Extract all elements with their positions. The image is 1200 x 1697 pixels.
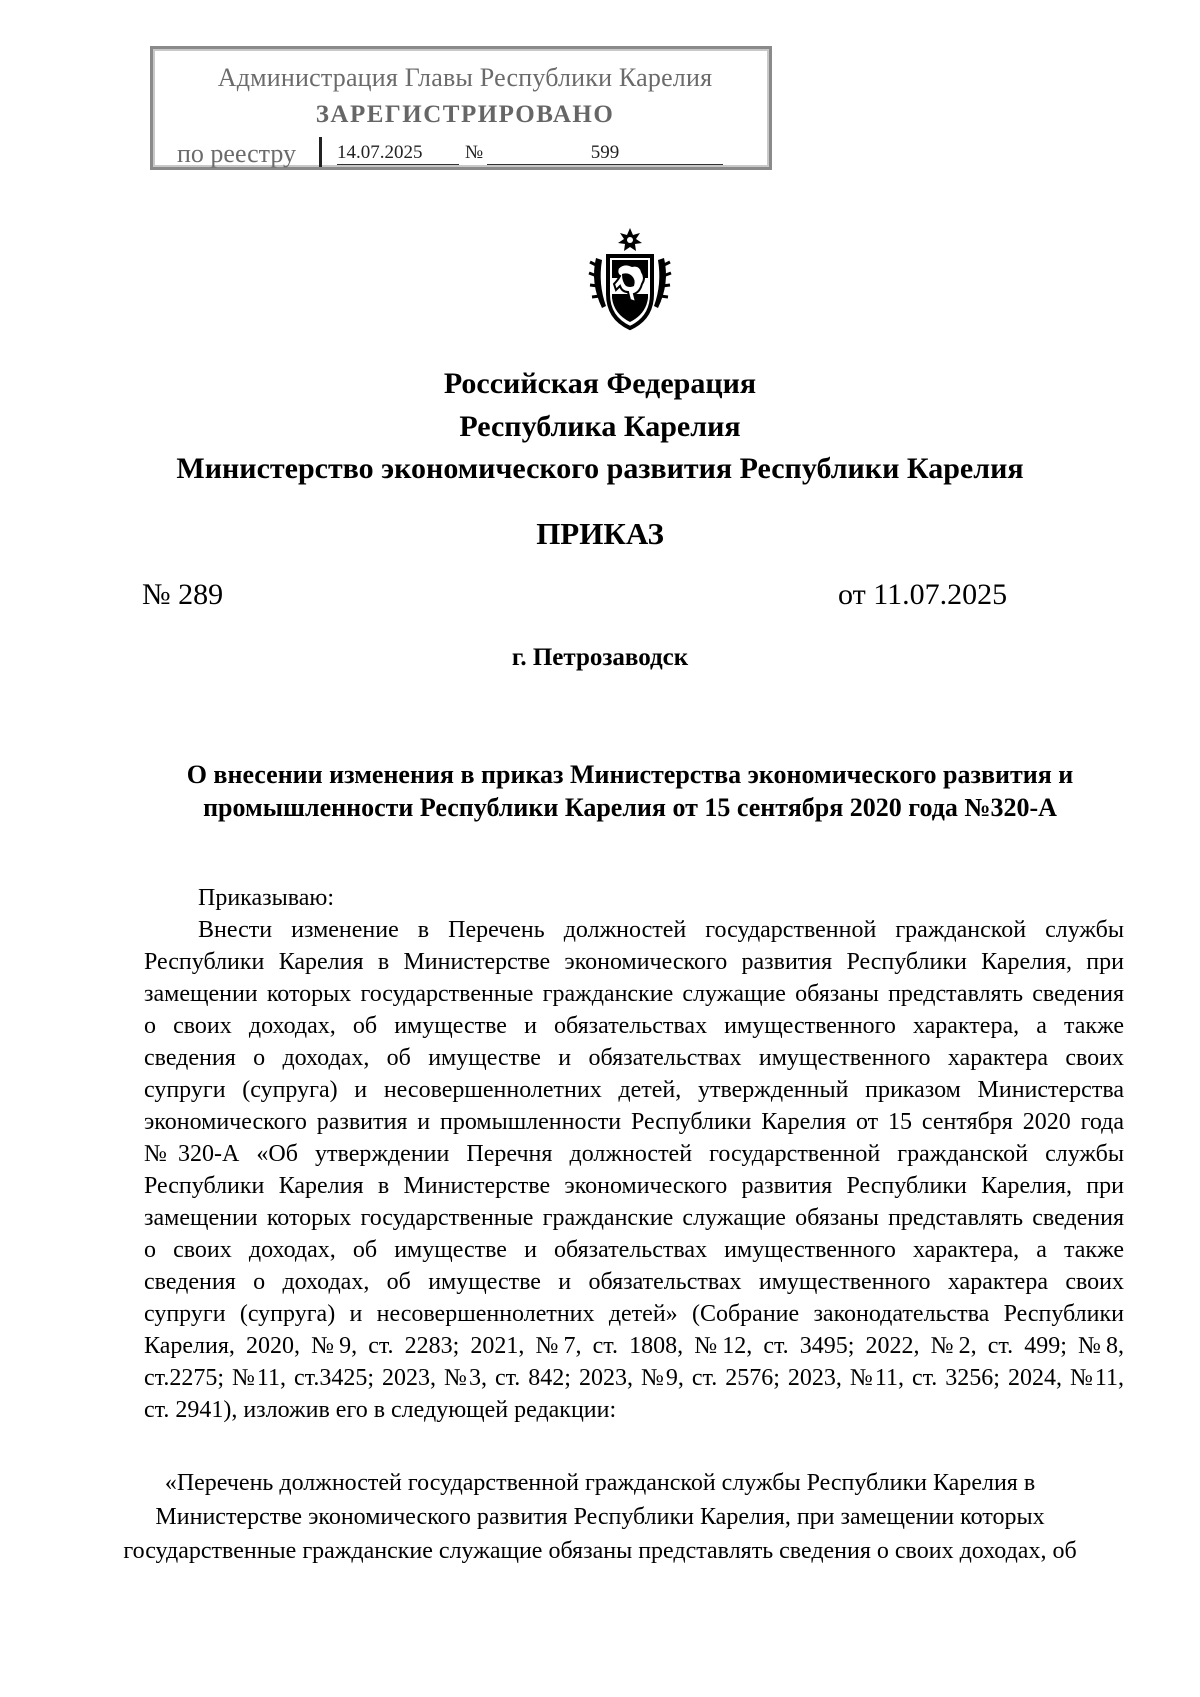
body-line: Республики Карелия в Министерстве экономического развития Республики Карелия, при [144, 1173, 1124, 1199]
body-line: супруги (супруга) и несовершеннолетних детей» (Собрание законодательства Республики [144, 1301, 1124, 1327]
order-subject-line: О внесении изменения в приказ Министерства экономического развития и [186, 760, 1074, 789]
order-number: № 289 [142, 578, 224, 611]
body-line: Приказываю: [198, 885, 334, 911]
order-date: от 11.07.2025 [838, 578, 1008, 611]
body-line: замещении которых государственные гражданские служащие обязаны представлять сведения [144, 1205, 1124, 1231]
quote-line: «Перечень должностей государственной гражданской службы Республики Карелия в [164, 1470, 1036, 1496]
stamp-date: 14.07.2025 [337, 142, 459, 165]
karelia-coat-of-arms-icon [588, 228, 672, 334]
body-line: ст.2275; №11, ст.3425; 2023, №3, ст. 842; 2023, №9, ст. 2576; 2023, №11, ст. 3256; 2024, №11, [144, 1365, 1124, 1391]
stamp-divider [319, 137, 322, 167]
stamp-registry-label: по реестру [177, 139, 297, 168]
body-line: Внести изменение в Перечень должностей государственной гражданской службы [198, 917, 1124, 943]
header-ministry: Министерство экономического развития Республики Карелия [176, 452, 1024, 485]
order-city: г. Петрозаводск [511, 644, 689, 671]
body-line: о своих доходах, об имуществе и обязательствах имущественного характера, а также [144, 1237, 1124, 1263]
stamp-registered: ЗАРЕГИСТРИРОВАНО [315, 101, 615, 128]
stamp-number-label: № [465, 142, 484, 163]
body-line: сведения о доходах, об имуществе и обязательствах имущественного характера своих [144, 1045, 1124, 1071]
body-line: ст. 2941), изложив его в следующей редакции: [144, 1397, 617, 1423]
quote-line: Министерстве экономического развития Республики Карелия, при замещении которых [155, 1504, 1045, 1530]
registration-stamp [150, 46, 772, 170]
body-line: замещении которых государственные гражданские служащие обязаны представлять сведения [144, 981, 1124, 1007]
stamp-number: 599 [487, 142, 723, 165]
header-republic: Республика Карелия [459, 410, 741, 443]
order-subject-line: промышленности Республики Карелия от 15 сентября 2020 года №320-А [203, 793, 1057, 822]
body-line: о своих доходах, об имуществе и обязательствах имущественного характера, а также [144, 1013, 1124, 1039]
stamp-authority: Администрация Главы Республики Карелия [217, 63, 713, 92]
body-line: №320-А «Об утверждении Перечня должностей государственной гражданской службы [144, 1141, 1124, 1167]
body-line: экономического развития и промышленности Республики Карелия от 15 сентября 2020 года [144, 1109, 1124, 1135]
doc-type-title: ПРИКАЗ [536, 516, 664, 551]
body-line: супруги (супруга) и несовершеннолетних детей, утвержденный приказом Министерства [144, 1077, 1124, 1103]
quote-line: государственные гражданские служащие обязаны представлять сведения о своих доходах, об [123, 1538, 1077, 1564]
header-country: Российская Федерация [443, 367, 757, 400]
body-line: Карелия, 2020, №9, ст. 2283; 2021, №7, ст. 1808, №12, ст. 3495; 2022, №2, ст. 499; №8, [144, 1333, 1124, 1359]
body-line: сведения о доходах, об имуществе и обязательствах имущественного характера своих [144, 1269, 1124, 1295]
body-line: Республики Карелия в Министерстве экономического развития Республики Карелия, при [144, 949, 1124, 975]
